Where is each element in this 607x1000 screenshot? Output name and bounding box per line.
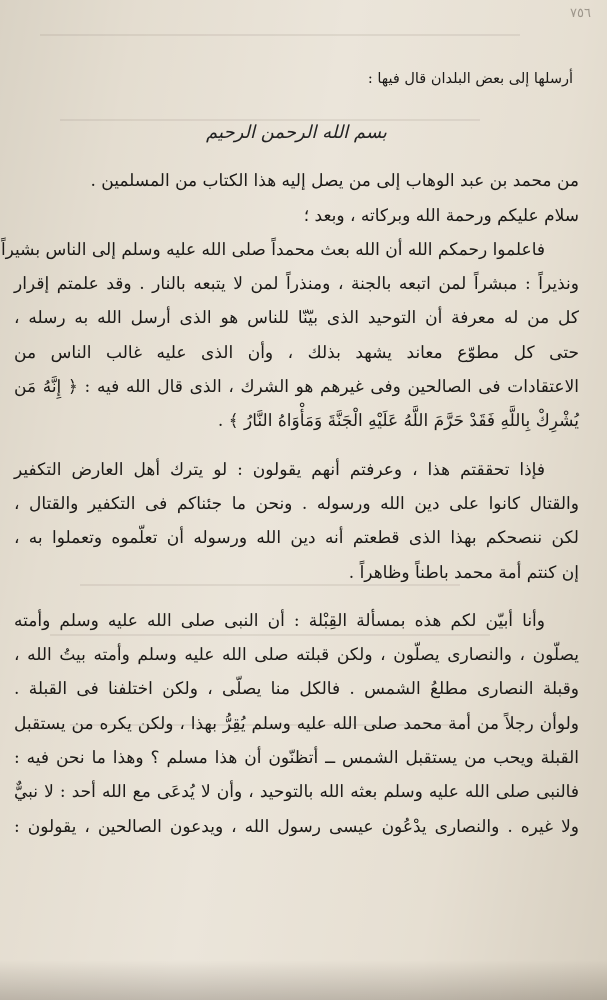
page-number: ٧٥٦: [570, 6, 591, 21]
text-line: حتى كل مطوّع معاند يشهد بذلك ، وأن الذى عليه غالب الناس من: [14, 342, 579, 363]
paragraph-greeting: [14, 199, 579, 233]
quran-verse-line: يُشْرِكْ بِاللَّهِ فَقَدْ حَرَّمَ اللَّهُ عَلَيْهِ الْجَنَّةَ وَمَأْوَاهُ النَّارُ ﴾ .: [217, 411, 579, 432]
text-line: فاعلموا رحمكم الله أن الله بعث محمداً صلى الله عليه وسلم إلى الناس بشيراً: [0, 239, 545, 260]
document-body: [0, 62, 579, 844]
intro-line: أرسلها إلى بعض البلدان قال فيها :: [367, 71, 573, 87]
text-line: ولوأن رجلاً من أمة محمد صلى الله عليه وسلم يُقِرُّ بهذا ، ولكن يكره من يستقبل: [14, 713, 579, 734]
text-line: إن كنتم أمة محمد باطناً وظاهراً .: [348, 562, 579, 583]
text-line: لكن ننصحكم بهذا الذى قطعتم أنه دين الله ورسوله أن تعلّموه وتعملوا به ،: [14, 528, 579, 549]
text-line: القبلة ويحب من يستقبل الشمس ــ أتظنّون أن هذا مسلم ؟ وهذا ما نحن فيه :: [14, 748, 579, 769]
text-line: فالنبى صلى الله عليه وسلم بعثه الله بالتوحيد ، وأن لا يُدعَى مع الله أحد : لا نبيٌّ: [14, 782, 579, 803]
text-line: والقتال كانوا على دين الله ورسوله . ونحن ما جئناكم فى التكفير والقتال ،: [14, 493, 579, 514]
paragraph-tawhid: [0, 233, 579, 439]
text-line: يصلّون ، والنصارى يصلّون ، ولكن قبلته صلى الله عليه وسلم وأمته بيتُ الله ،: [14, 645, 579, 666]
text-line: الاعتقادات فى الصالحين وفى غيرهم هو الشرك ، الذى قال الله فيه : ﴿ إِنَّهُ مَن: [14, 377, 579, 398]
text-line: ونذيراً : مبشراً لمن اتبعه بالجنة ، ومنذراً لمن لا يتبعه بالنار . وقد علمتم إقرار: [14, 274, 579, 295]
page-shadow: [0, 960, 607, 1000]
text-line: ولا غيره . والنصارى يدْعُون عيسى رسول الله ، ويدعون الصالحين ، يقولون :: [14, 816, 579, 837]
text-line: فإذا تحققتم هذا ، وعرفتم أنهم يقولون : لو يترك أهل العارض التكفير: [14, 459, 545, 480]
basmala-heading: بسم الله الرحمن الرحيم: [206, 122, 387, 144]
paragraph-sender: [14, 164, 579, 198]
text-line: سلام عليكم ورحمة الله وبركاته ، وبعد ؛: [303, 205, 579, 226]
text-line: كل من له معرفة أن التوحيد الذى بيّنّا للناس هو الذى أرسل الله به رسله ،: [14, 308, 579, 329]
paragraph-takfir: [14, 453, 579, 590]
text-line: وأنا أبيّن لكم هذه بمسألة القِبْلة : أن النبى صلى الله عليه وسلم وأمته: [14, 610, 545, 631]
text-line: وقبلة النصارى مطلعُ الشمس . فالكل منا يصلّى ، ولكن اختلفنا فى القبلة .: [14, 679, 579, 700]
paragraph-qibla: [14, 604, 579, 844]
text-line: من محمد بن عبد الوهاب إلى من يصل إليه هذا الكتاب من المسلمين .: [90, 171, 579, 192]
